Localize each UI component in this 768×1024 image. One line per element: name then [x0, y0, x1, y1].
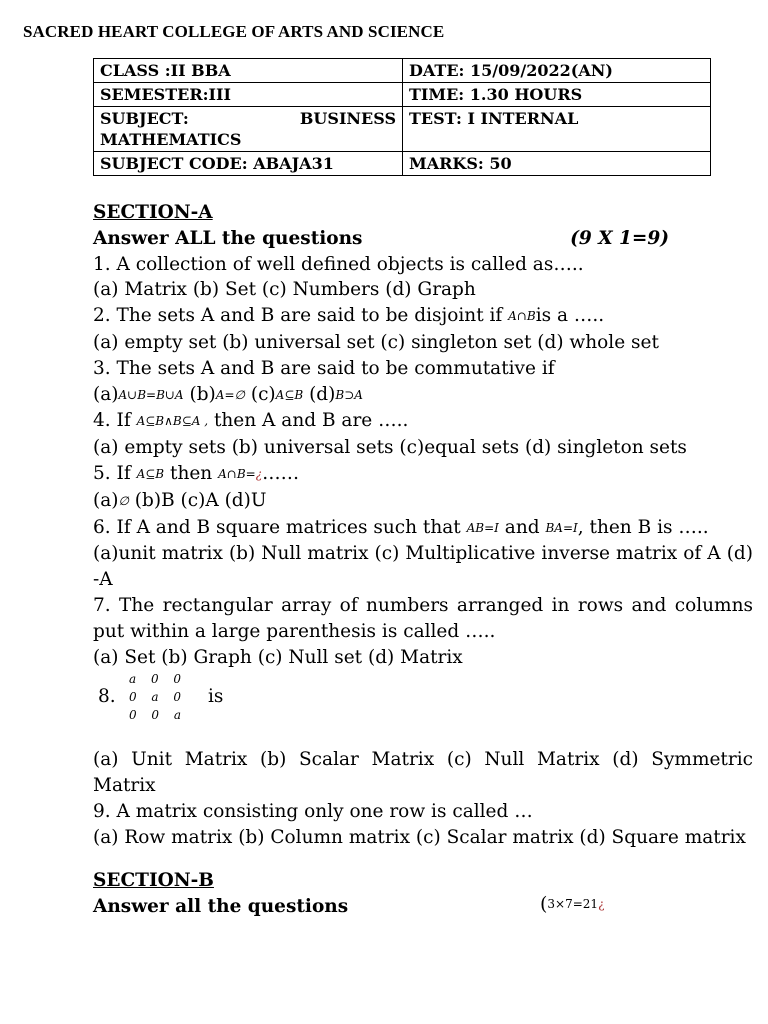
- question-7-options: (a) Set (b) Graph (c) Null set (d) Matrix: [93, 646, 463, 668]
- q6-text-end: , then B is …..: [577, 516, 709, 538]
- q2-text: 2. The sets A and B are said to be disjoint if: [93, 305, 509, 327]
- matrix-cell: 0: [129, 708, 137, 723]
- subject-code-cell: SUBJECT CODE: ABAJA31: [94, 152, 403, 176]
- section-b-instruction: Answer all the questions: [93, 895, 349, 917]
- q5-text-end: ……: [262, 462, 300, 484]
- question-7: 7. The rectangular array of numbers arranged in rows and columns put within a large parenthesis is called …..: [93, 594, 753, 642]
- q6-text: 6. If A and B square matrices such that: [93, 516, 467, 538]
- q3-opt-b-math: A=∅: [215, 387, 245, 402]
- matrix-row-3: [129, 706, 181, 724]
- q5-math-2: A∩B=: [218, 466, 256, 481]
- q5-opt-rest: (b)B (c)A (d)U: [128, 489, 267, 511]
- question-6: [93, 515, 753, 542]
- matrix-row-2: [129, 688, 181, 706]
- q3-opt-c-math: A⊆B: [275, 387, 304, 402]
- section-b-marks-tail: ¿: [598, 897, 605, 911]
- semester-cell: SEMESTER:III: [94, 83, 403, 107]
- q5-text-mid: then: [164, 462, 219, 484]
- section-a-instruction: Answer ALL the questions: [93, 227, 363, 249]
- section-b-title: SECTION-B: [93, 870, 214, 891]
- section-a: [93, 200, 753, 851]
- class-cell: CLASS :II BBA: [94, 59, 403, 83]
- q2-text-end: is a …..: [535, 305, 605, 327]
- question-2: [93, 303, 753, 330]
- question-9-options: (a) Row matrix (b) Column matrix (c) Scalar matrix (d) Square matrix: [93, 826, 746, 848]
- q8-matrix: [129, 670, 189, 724]
- question-2-options: (a) empty set (b) universal set (c) singleton set (d) whole set: [93, 331, 659, 353]
- q8-number: 8.: [98, 686, 116, 708]
- question-5: [93, 461, 753, 488]
- section-a-marks: (9 X 1=9): [570, 227, 669, 249]
- section-b-paren: (: [540, 893, 548, 915]
- q3-opt-d: (d): [303, 383, 336, 405]
- q4-text-end: then A and B are …..: [208, 410, 409, 432]
- q3-opt-b: (b): [183, 383, 216, 405]
- subject-cell: [94, 107, 403, 152]
- matrix-cell: 0: [150, 672, 159, 687]
- q5-opt-a-math: ∅: [118, 493, 129, 508]
- q4-math: A⊆B∧B⊆A ,: [136, 414, 209, 429]
- q5-math-3: ¿: [255, 466, 263, 481]
- section-a-instruction-row: [93, 226, 753, 252]
- matrix-cell: 0: [129, 690, 137, 705]
- question-8: [93, 670, 753, 747]
- q6-text-mid: and: [498, 516, 546, 538]
- q8-is: is: [208, 686, 224, 708]
- time-cell: TIME: 1.30 HOURS: [403, 83, 711, 107]
- matrix-cell: 0: [151, 708, 160, 723]
- matrix-cell: a: [173, 708, 181, 723]
- section-b: [93, 868, 348, 920]
- matrix-cell: 0: [173, 690, 181, 705]
- marks-cell: MARKS: 50: [403, 152, 711, 176]
- matrix-cell: a: [151, 690, 159, 705]
- subject-mathematics: MATHEMATICS: [100, 130, 242, 149]
- section-b-marks: [540, 893, 605, 915]
- date-cell: DATE: 15/09/2022(AN): [403, 59, 711, 83]
- matrix-row-1: [129, 670, 181, 688]
- question-4-options: (a) empty sets (b) universal sets (c)equal sets (d) singleton sets: [93, 437, 687, 459]
- q3-opt-c: (c): [244, 383, 276, 405]
- matrix-cell: a: [129, 672, 137, 687]
- q6-math-2: BA=I: [545, 520, 578, 535]
- college-name: SACRED HEART COLLEGE OF ARTS AND SCIENCE: [23, 22, 445, 41]
- question-3: 3. The sets A and B are said to be commutative if: [93, 357, 555, 379]
- question-3-options: [93, 382, 753, 409]
- exam-info-table: [93, 58, 711, 176]
- question-5-options: [93, 488, 753, 515]
- question-4: [93, 408, 753, 435]
- q5-math-1: A⊆B: [136, 466, 165, 481]
- q6-math-1: AB=I: [466, 520, 499, 535]
- q3-opt-a-math: A∪B=B∪A: [118, 387, 184, 402]
- subject-label: SUBJECT:: [100, 109, 189, 128]
- question-8-options: (a) Unit Matrix (b) Scalar Matrix (c) Null Matrix (d) Symmetric Matrix: [93, 749, 753, 797]
- question-6-options: (a)unit matrix (b) Null matrix (c) Multiplicative inverse matrix of A (d) -A: [93, 543, 753, 591]
- q3-opt-d-math: B⊃A: [335, 387, 363, 402]
- question-9: 9. A matrix consisting only one row is called …: [93, 800, 533, 822]
- subject-business: BUSINESS: [299, 109, 396, 128]
- q5-text: 5. If: [93, 462, 137, 484]
- test-cell: TEST: I INTERNAL: [403, 107, 711, 152]
- section-a-title: SECTION-A: [93, 202, 213, 223]
- q4-text: 4. If: [93, 410, 137, 432]
- q3-opt-a: (a): [93, 383, 119, 405]
- matrix-cell: 0: [173, 672, 181, 687]
- section-b-marks-value: 3×7=21: [547, 897, 599, 911]
- question-1-options: (a) Matrix (b) Set (c) Numbers (d) Graph: [93, 279, 476, 301]
- q5-opt-a: (a): [93, 489, 119, 511]
- q2-math: A∩B: [508, 309, 536, 324]
- question-1: 1. A collection of well defined objects is called as…..: [93, 253, 584, 275]
